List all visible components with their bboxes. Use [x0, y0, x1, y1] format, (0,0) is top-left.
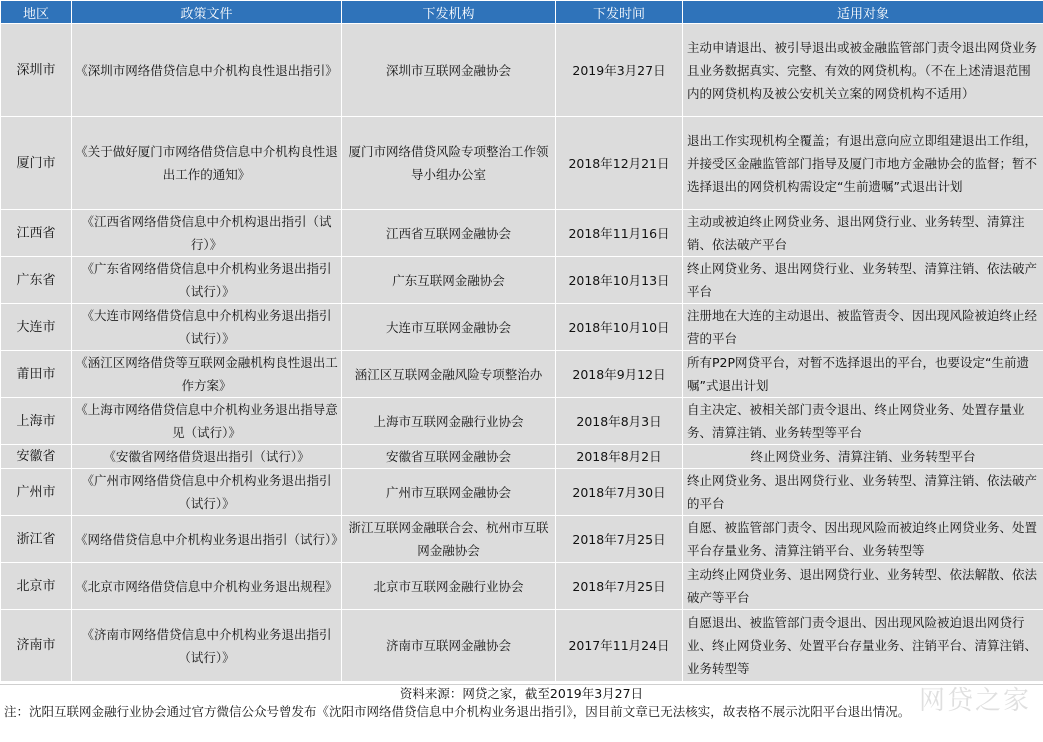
- cell-target: 自愿退出、被监管部门责令退出、因出现风险被迫退出网贷行业、终止网贷业务、处置平台存量业务、注销平台、清算注销、业务转型等: [683, 610, 1043, 682]
- cell-target: 主动终止网贷业务、退出网贷行业、业务转型、依法解散、依法破产等平台: [683, 563, 1043, 610]
- cell-doc: 《涵江区网络借贷等互联网金融机构良性退出工作方案》: [72, 351, 342, 398]
- cell-target: 自主决定、被相关部门责令退出、终止网贷业务、处置存量业务、清算注销、业务转型等平台: [683, 398, 1043, 445]
- cell-region: 济南市: [1, 610, 72, 682]
- cell-date: 2017年11月24日: [556, 610, 683, 682]
- cell-doc: 《深圳市网络借贷信息中介机构良性退出指引》: [72, 24, 342, 117]
- cell-region: 广东省: [1, 257, 72, 304]
- table-row: [1, 210, 1043, 257]
- table-row: [1, 304, 1043, 351]
- cell-region: 莆田市: [1, 351, 72, 398]
- table-row: [1, 469, 1043, 516]
- cell-date: 2018年7月30日: [556, 469, 683, 516]
- cell-agency: 广州市互联网金融协会: [342, 469, 556, 516]
- cell-target: 终止网贷业务、退出网贷行业、业务转型、清算注销、依法破产平台: [683, 257, 1043, 304]
- header-policy-doc: 政策文件: [72, 1, 342, 24]
- cell-agency: 北京市互联网金融行业协会: [342, 563, 556, 610]
- cell-target: 退出工作实现机构全覆盖；有退出意向应立即组建退出工作组，并接受区金融监管部门指导及厦门市地方金融协会的监督；暂不选择退出的网贷机构需设定“生前遗嘱”式退出计划: [683, 117, 1043, 210]
- header-agency: 下发机构: [342, 1, 556, 24]
- cell-region: 浙江省: [1, 516, 72, 563]
- watermark-logo: 网贷之家: [919, 680, 1031, 717]
- cell-agency: 江西省互联网金融协会: [342, 210, 556, 257]
- cell-region: 北京市: [1, 563, 72, 610]
- cell-region: 上海市: [1, 398, 72, 445]
- cell-target: 终止网贷业务、清算注销、业务转型平台: [683, 445, 1043, 469]
- table-footer: [0, 684, 1043, 742]
- table-row: [1, 398, 1043, 445]
- cell-region: 深圳市: [1, 24, 72, 117]
- footnote: 注：沈阳互联网金融行业协会通过官方微信公众号曾发布《沈阳市网络借贷信息中介机构业务退出指引》，因目前文章已无法核实，故表格不展示沈阳平台退出情况。: [0, 703, 1043, 721]
- cell-doc: 《网络借贷信息中介机构业务退出指引（试行）》: [72, 516, 342, 563]
- table-row: [1, 516, 1043, 563]
- cell-date: 2018年12月21日: [556, 117, 683, 210]
- cell-doc: 《广州市网络借贷信息中介机构业务退出指引（试行）》: [72, 469, 342, 516]
- header-row: [1, 1, 1043, 24]
- cell-date: 2018年10月10日: [556, 304, 683, 351]
- cell-date: 2018年11月16日: [556, 210, 683, 257]
- cell-agency: 广东互联网金融协会: [342, 257, 556, 304]
- cell-date: 2018年7月25日: [556, 563, 683, 610]
- cell-target: 终止网贷业务、退出网贷行业、业务转型、清算注销、依法破产的平台: [683, 469, 1043, 516]
- table-row: [1, 257, 1043, 304]
- cell-agency: 大连市互联网金融协会: [342, 304, 556, 351]
- table-row: [1, 24, 1043, 117]
- cell-region: 江西省: [1, 210, 72, 257]
- cell-doc: 《济南市网络借贷信息中介机构业务退出指引（试行）》: [72, 610, 342, 682]
- cell-agency: 安徽省互联网金融协会: [342, 445, 556, 469]
- cell-date: 2018年7月25日: [556, 516, 683, 563]
- cell-region: 广州市: [1, 469, 72, 516]
- cell-agency: 济南市互联网金融协会: [342, 610, 556, 682]
- table-row: [1, 563, 1043, 610]
- cell-date: 2019年3月27日: [556, 24, 683, 117]
- cell-agency: 涵江区互联网金融风险专项整治办: [342, 351, 556, 398]
- table-row: [1, 445, 1043, 469]
- cell-doc: 《江西省网络借贷信息中介机构退出指引（试行）》: [72, 210, 342, 257]
- table-row: [1, 610, 1043, 682]
- header-target: 适用对象: [683, 1, 1043, 24]
- cell-date: 2018年10月13日: [556, 257, 683, 304]
- cell-doc: 《广东省网络借贷信息中介机构业务退出指引（试行）》: [72, 257, 342, 304]
- cell-doc: 《安徽省网络借贷退出指引（试行）》: [72, 445, 342, 469]
- cell-target: 主动申请退出、被引导退出或被金融监管部门责令退出网贷业务且业务数据真实、完整、有效的网贷机构。（不在上述清退范围内的网贷机构及被公安机关立案的网贷机构不适用）: [683, 24, 1043, 117]
- cell-region: 安徽省: [1, 445, 72, 469]
- cell-target: 注册地在大连的主动退出、被监管责令、因出现风险被迫终止经营的平台: [683, 304, 1043, 351]
- cell-doc: 《北京市网络借贷信息中介机构业务退出规程》: [72, 563, 342, 610]
- cell-doc: 《大连市网络借贷信息中介机构业务退出指引（试行）》: [72, 304, 342, 351]
- cell-doc: 《关于做好厦门市网络借贷信息中介机构良性退出工作的通知》: [72, 117, 342, 210]
- cell-target: 所有P2P网贷平台，对暂不选择退出的平台，也要设定“生前遗嘱”式退出计划: [683, 351, 1043, 398]
- table-row: [1, 351, 1043, 398]
- cell-target: 主动或被迫终止网贷业务、退出网贷行业、业务转型、清算注销、依法破产平台: [683, 210, 1043, 257]
- cell-date: 2018年8月2日: [556, 445, 683, 469]
- cell-target: 自愿、被监管部门责令、因出现风险而被迫终止网贷业务、处置平台存量业务、清算注销平台、业务转型等: [683, 516, 1043, 563]
- source-note: 资料来源：网贷之家，截至2019年3月27日: [0, 685, 1043, 703]
- header-region: 地区: [1, 1, 72, 24]
- cell-date: 2018年9月12日: [556, 351, 683, 398]
- header-date: 下发时间: [556, 1, 683, 24]
- cell-agency: 厦门市网络借贷风险专项整治工作领导小组办公室: [342, 117, 556, 210]
- cell-date: 2018年8月3日: [556, 398, 683, 445]
- table-row: [1, 117, 1043, 210]
- cell-doc: 《上海市网络借贷信息中介机构业务退出指导意见（试行）》: [72, 398, 342, 445]
- cell-agency: 深圳市互联网金融协会: [342, 24, 556, 117]
- cell-agency: 上海市互联网金融行业协会: [342, 398, 556, 445]
- cell-agency: 浙江互联网金融联合会、杭州市互联网金融协会: [342, 516, 556, 563]
- cell-region: 大连市: [1, 304, 72, 351]
- cell-region: 厦门市: [1, 117, 72, 210]
